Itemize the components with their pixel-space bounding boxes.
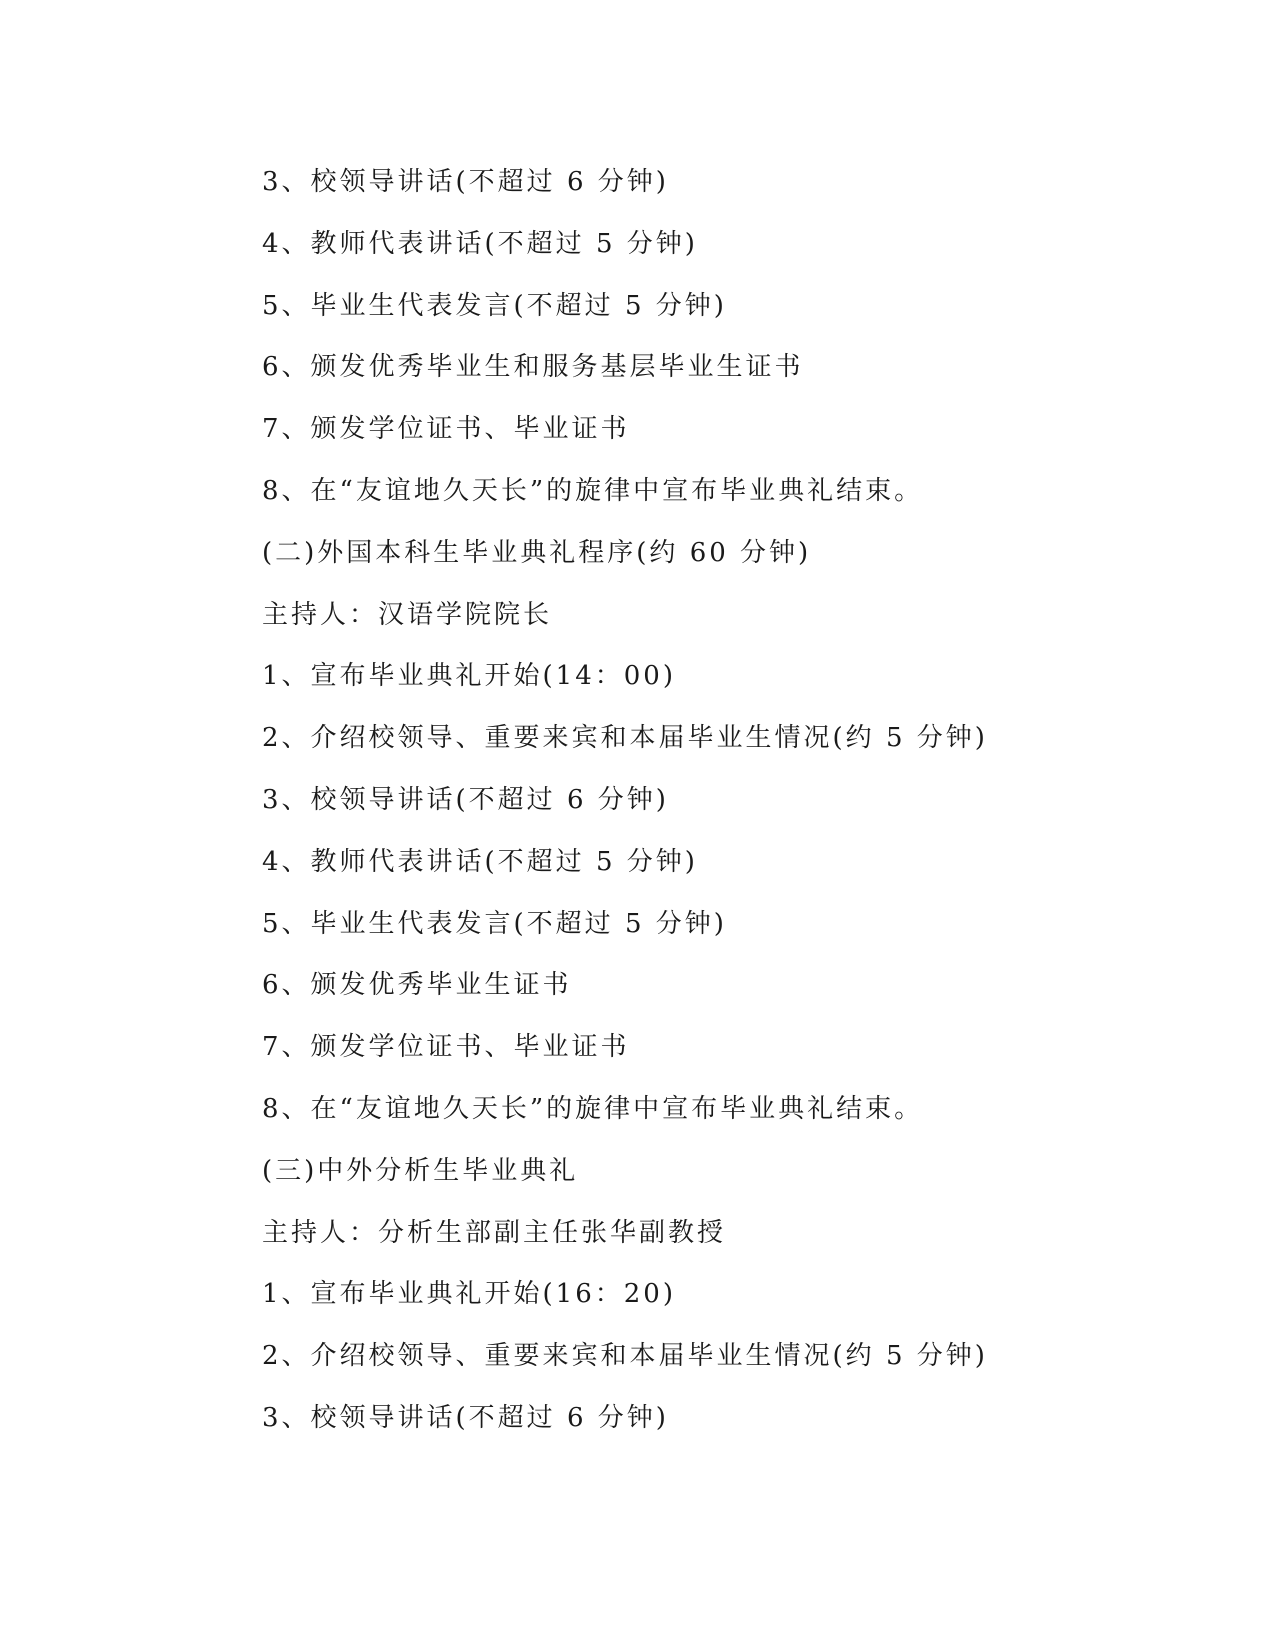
list-item: 7、颁发学位证书、毕业证书: [262, 414, 630, 445]
list-item: 1、宣布毕业典礼开始(14：00): [262, 661, 676, 692]
list-item: 8、在“友谊地久天长”的旋律中宣布毕业典礼结束。: [262, 1093, 924, 1124]
list-item: 4、教师代表讲话(不超过 5 分钟): [262, 228, 698, 259]
list-item: 7、颁发学位证书、毕业证书: [262, 1032, 630, 1063]
list-item: 3、校领导讲话(不超过 6 分钟): [262, 167, 669, 197]
list-item: 6、颁发优秀毕业生和服务基层毕业生证书: [262, 352, 804, 383]
list-item: 1、宣布毕业典礼开始(16：20): [262, 1279, 676, 1310]
section-heading: (三)中外分析生毕业典礼: [262, 1155, 579, 1186]
list-item: 5、毕业生代表发言(不超过 5 分钟): [262, 908, 727, 939]
host-line: 主持人：汉语学院院长: [262, 599, 553, 630]
host-line: 主持人：分析生部副主任张华副教授: [262, 1217, 727, 1248]
section-heading: (二)外国本科生毕业典礼程序(约 60 分钟): [262, 537, 812, 568]
list-item: 4、教师代表讲话(不超过 5 分钟): [262, 846, 698, 877]
list-item: 2、介绍校领导、重要来宾和本届毕业生情况(约 5 分钟): [262, 1341, 988, 1372]
list-item: 8、在“友谊地久天长”的旋律中宣布毕业典礼结束。: [262, 475, 924, 506]
list-item: 2、介绍校领导、重要来宾和本届毕业生情况(约 5 分钟): [262, 723, 988, 754]
list-item: 3、校领导讲话(不超过 6 分钟): [262, 1402, 669, 1433]
document-body: [262, 162, 1162, 1460]
list-item: 3、校领导讲话(不超过 6 分钟): [262, 784, 669, 815]
list-item: 5、毕业生代表发言(不超过 5 分钟): [262, 290, 727, 321]
list-item: 6、颁发优秀毕业生证书: [262, 970, 572, 1001]
